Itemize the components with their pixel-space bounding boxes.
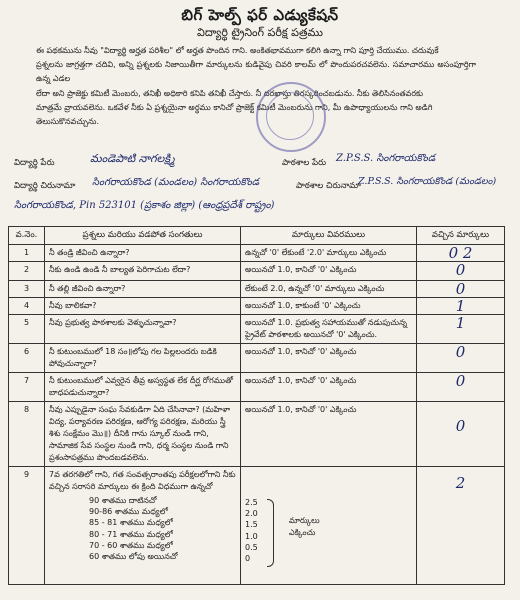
instruction-line: ఈ పథకమును నీవు "విద్యార్థి అర్హత పరిశీల" లో అర్హత పొందిన గాని. అంకితభావముగా కలిగి ఉన్నా గాని పూర్తి చేయుము. చదువుకే <box>36 46 439 55</box>
row-question: నీవు ఎప్పుడైనా సంఘ సేవకుడిగా ఏది చేసినావా? (మహిళా విద్య, పర్యావరణ పరిరక్షణ, ఆరోగ్య పరిరక్షణ, మరియు స్త్రీ శిశు సంక్షేమం మొ॥) దీనికి గాను స్కూల్ నుండి గాని, సామాజిక సేవ సంస్థల నుండి గాని, ధర్మ సంస్థల నుండి గాని ప్రశంసాపత్రము పొందబడవలెను. <box>45 402 241 467</box>
row-question: నీవు ప్రభుత్వ పాఠశాలకు వెళ్ళుచున్నావా? <box>45 315 241 344</box>
student-name-value: మండెపాటి నాగలక్ష్మి <box>90 152 175 165</box>
table-row <box>9 262 505 281</box>
scale-item: 1.0 <box>245 531 258 541</box>
instruction-line: మాత్రమే వ్రాయవలెను. ఒకవేళ నీకు ఏ ప్రశ్నయైనా అర్థము కానిచో ప్రాజెక్ట్ కమిటీ మెంబరును గాని, మీ ఉపాధ్యాయులను గాని అడిగి <box>36 102 433 112</box>
row-question: 7వ తరగతిలో గాని, గత సంవత్సరాంతపు పరీక్షలలోగాని నీకు వచ్చిన సరాసరి మార్కులు ఈ క్రింది విధముగా ఉన్నచో <box>49 470 236 491</box>
row-marks-info: అయినచో 1.0, కానిచో '0' ఎక్కించు <box>241 402 417 467</box>
row-score: 0 2 <box>417 245 505 262</box>
range-item: 85 - 81 శాతము మధ్యలో <box>89 518 173 528</box>
row-marks-info: లేకుంటే 2.0, ఉన్నచో '0' మార్కులు ఎక్కించు <box>241 281 417 298</box>
school-name-label: పాఠశాల పేరు <box>282 158 327 168</box>
questions-table <box>8 226 505 585</box>
row-score: 0 <box>417 344 505 373</box>
range-item: 60 శాతము లోపు అయినచో <box>89 552 178 562</box>
row-number: 8 <box>9 402 45 467</box>
row-score: 0 <box>417 281 505 298</box>
scale-item: 0.5 <box>245 542 258 552</box>
scale-item: 2.0 <box>245 509 258 519</box>
table-row <box>9 344 505 373</box>
row-number: 7 <box>9 373 45 402</box>
row-question: నీ తండ్రి జీవించి ఉన్నారా? <box>45 245 241 262</box>
address-label: విద్యార్థి చిరునామా <box>14 181 76 191</box>
table-row <box>9 373 505 402</box>
row-marks-info: మార్కులు ఎక్కించు <box>289 516 320 537</box>
row-score: 2 <box>417 467 505 585</box>
header-marks-obtained: వచ్చిన మార్కులు <box>417 227 505 245</box>
table-header-row <box>9 227 505 245</box>
row-marks-info: అయినచో 1.0, కానిచో '0' ఎక్కించు <box>241 344 417 373</box>
row-marks-info: అయినచో 1.0, కానిచో '0' ఎక్కించు <box>241 262 417 281</box>
scale-item: 0 <box>245 554 251 564</box>
row-question-range <box>45 467 241 585</box>
row-number: 1 <box>9 245 45 262</box>
row-marks-info: అయినచో 1.0. ప్రభుత్వ సహాయముతో నడుపుచున్న ప్రైవేట్ పాఠశాలకు అయినచో '0' ఎక్కించు. <box>241 315 417 344</box>
row-number: 2 <box>9 262 45 281</box>
table-row <box>9 298 505 315</box>
school-address-value: Z.P.S.S. సింగరాయకొండ (మండలం) <box>358 176 497 187</box>
row-score: 0 <box>417 262 505 281</box>
row-question: నీ కుటుంబములో 18 సం॥లోపు గల పిల్లలందరు బడికి పోవుచున్నారా? <box>45 344 241 373</box>
row-question: నీ కుటుంబములో ఎవ్వరైన తీవ్ర అస్వస్థత లేక దీర్ఘ రోగముతో బాధపడుచున్నారా? <box>45 373 241 402</box>
header-questions: ప్రశ్నలు మరియు వడపోత సంగతులు <box>45 227 241 245</box>
scale-bracket <box>267 499 274 567</box>
row-marks-info: అయినచో 1.0, కానిచో '0' ఎక్కించు <box>241 373 417 402</box>
table-row <box>9 245 505 262</box>
instruction-line: లేదా అని ప్రాజెక్టు కమిటీ మెంబరు, తనిఖీ అధికారి కనిపి తనిఖీ చేస్తారు. నీ దరఖాస్తు తిరస్కరించబడును. నీకు తెలిసినంతవరకు <box>36 88 424 98</box>
table-row <box>9 315 505 344</box>
scale-item: 1.5 <box>245 520 258 530</box>
row-number: 4 <box>9 298 45 315</box>
range-item: 90-86 శాతము మధ్యలో <box>89 507 168 517</box>
school-address-label: పాఠశాల చిరునామా <box>296 181 361 191</box>
address-value-line1: సింగరాయకొండ (మండలం) సింగరాయకొండ <box>92 177 260 188</box>
row-marks-info: ఉన్నచో '0' లేకుంటే '2.0' మార్కులు ఎక్కించు <box>241 245 417 262</box>
row-question: నీ తల్లి జీవించి ఉన్నారా? <box>45 281 241 298</box>
table-row <box>9 281 505 298</box>
row-score: 1 <box>417 315 505 344</box>
student-name-label: విద్యార్థి పేరు <box>14 158 55 168</box>
range-item: 90 శాతము దాటినచో <box>89 496 157 505</box>
score-scale-cell <box>241 467 417 585</box>
official-stamp <box>256 82 326 152</box>
table-row <box>9 402 505 467</box>
row-marks-info: అయినచో 1.0, కాకుంటే '0' ఎక్కించు <box>241 298 417 315</box>
range-item: 70 - 60 శాతము మధ్యలో <box>89 540 173 550</box>
scale-item: 2.5 <box>245 498 258 507</box>
range-item: 80 - 71 శాతము మధ్యలో <box>89 529 173 539</box>
header-marks-details: మార్కులు వివరములు <box>241 227 417 245</box>
page-subtitle: విద్యార్థి ట్రైనింగ్ పరీక్ష పత్రము <box>197 26 323 39</box>
row-score: 0 <box>417 402 505 467</box>
header-serial: వ.నెం. <box>9 227 45 245</box>
page-title: బిగ్ హెల్ప్ ఫర్ ఎడ్యుకేషన్ <box>181 6 339 24</box>
instruction-line: తెలుసుకొనవచ్చును. <box>36 117 99 127</box>
row-question: నీకు ఉండి ఉండి నీ బాల్యత పెరిగాచుట లేదా? <box>45 262 241 281</box>
row-score: 0 <box>417 373 505 402</box>
row-number: 6 <box>9 344 45 373</box>
instruction-line: ప్రశ్నలను జాగ్రత్తగా చదివి, అన్ని ప్రశ్నలకు నిజాయితీగా మార్కులను కుడివైపు చివరి కాలమ్ లో పొందుపరచవలెను. సమాచారము అసంపూర్తిగా ఉన్న ఎడల <box>36 60 476 84</box>
percentage-ranges <box>49 495 236 562</box>
row-question: నీవు బాలికవా? <box>45 298 241 315</box>
school-name-value: Z.P.S.S. సింగరాయకొండ <box>336 153 436 164</box>
row-number: 5 <box>9 315 45 344</box>
row-number: 3 <box>9 281 45 298</box>
row-number: 9 <box>9 467 45 585</box>
score-scale <box>245 497 412 564</box>
table-row <box>9 467 505 585</box>
address-value-line2: సింగరాయకొండ, Pin 523101 (ప్రకాశం జిల్లా) (ఆంధ్రప్రదేశ్ రాష్ట్రం) <box>14 200 275 211</box>
row-score: 1 <box>417 298 505 315</box>
